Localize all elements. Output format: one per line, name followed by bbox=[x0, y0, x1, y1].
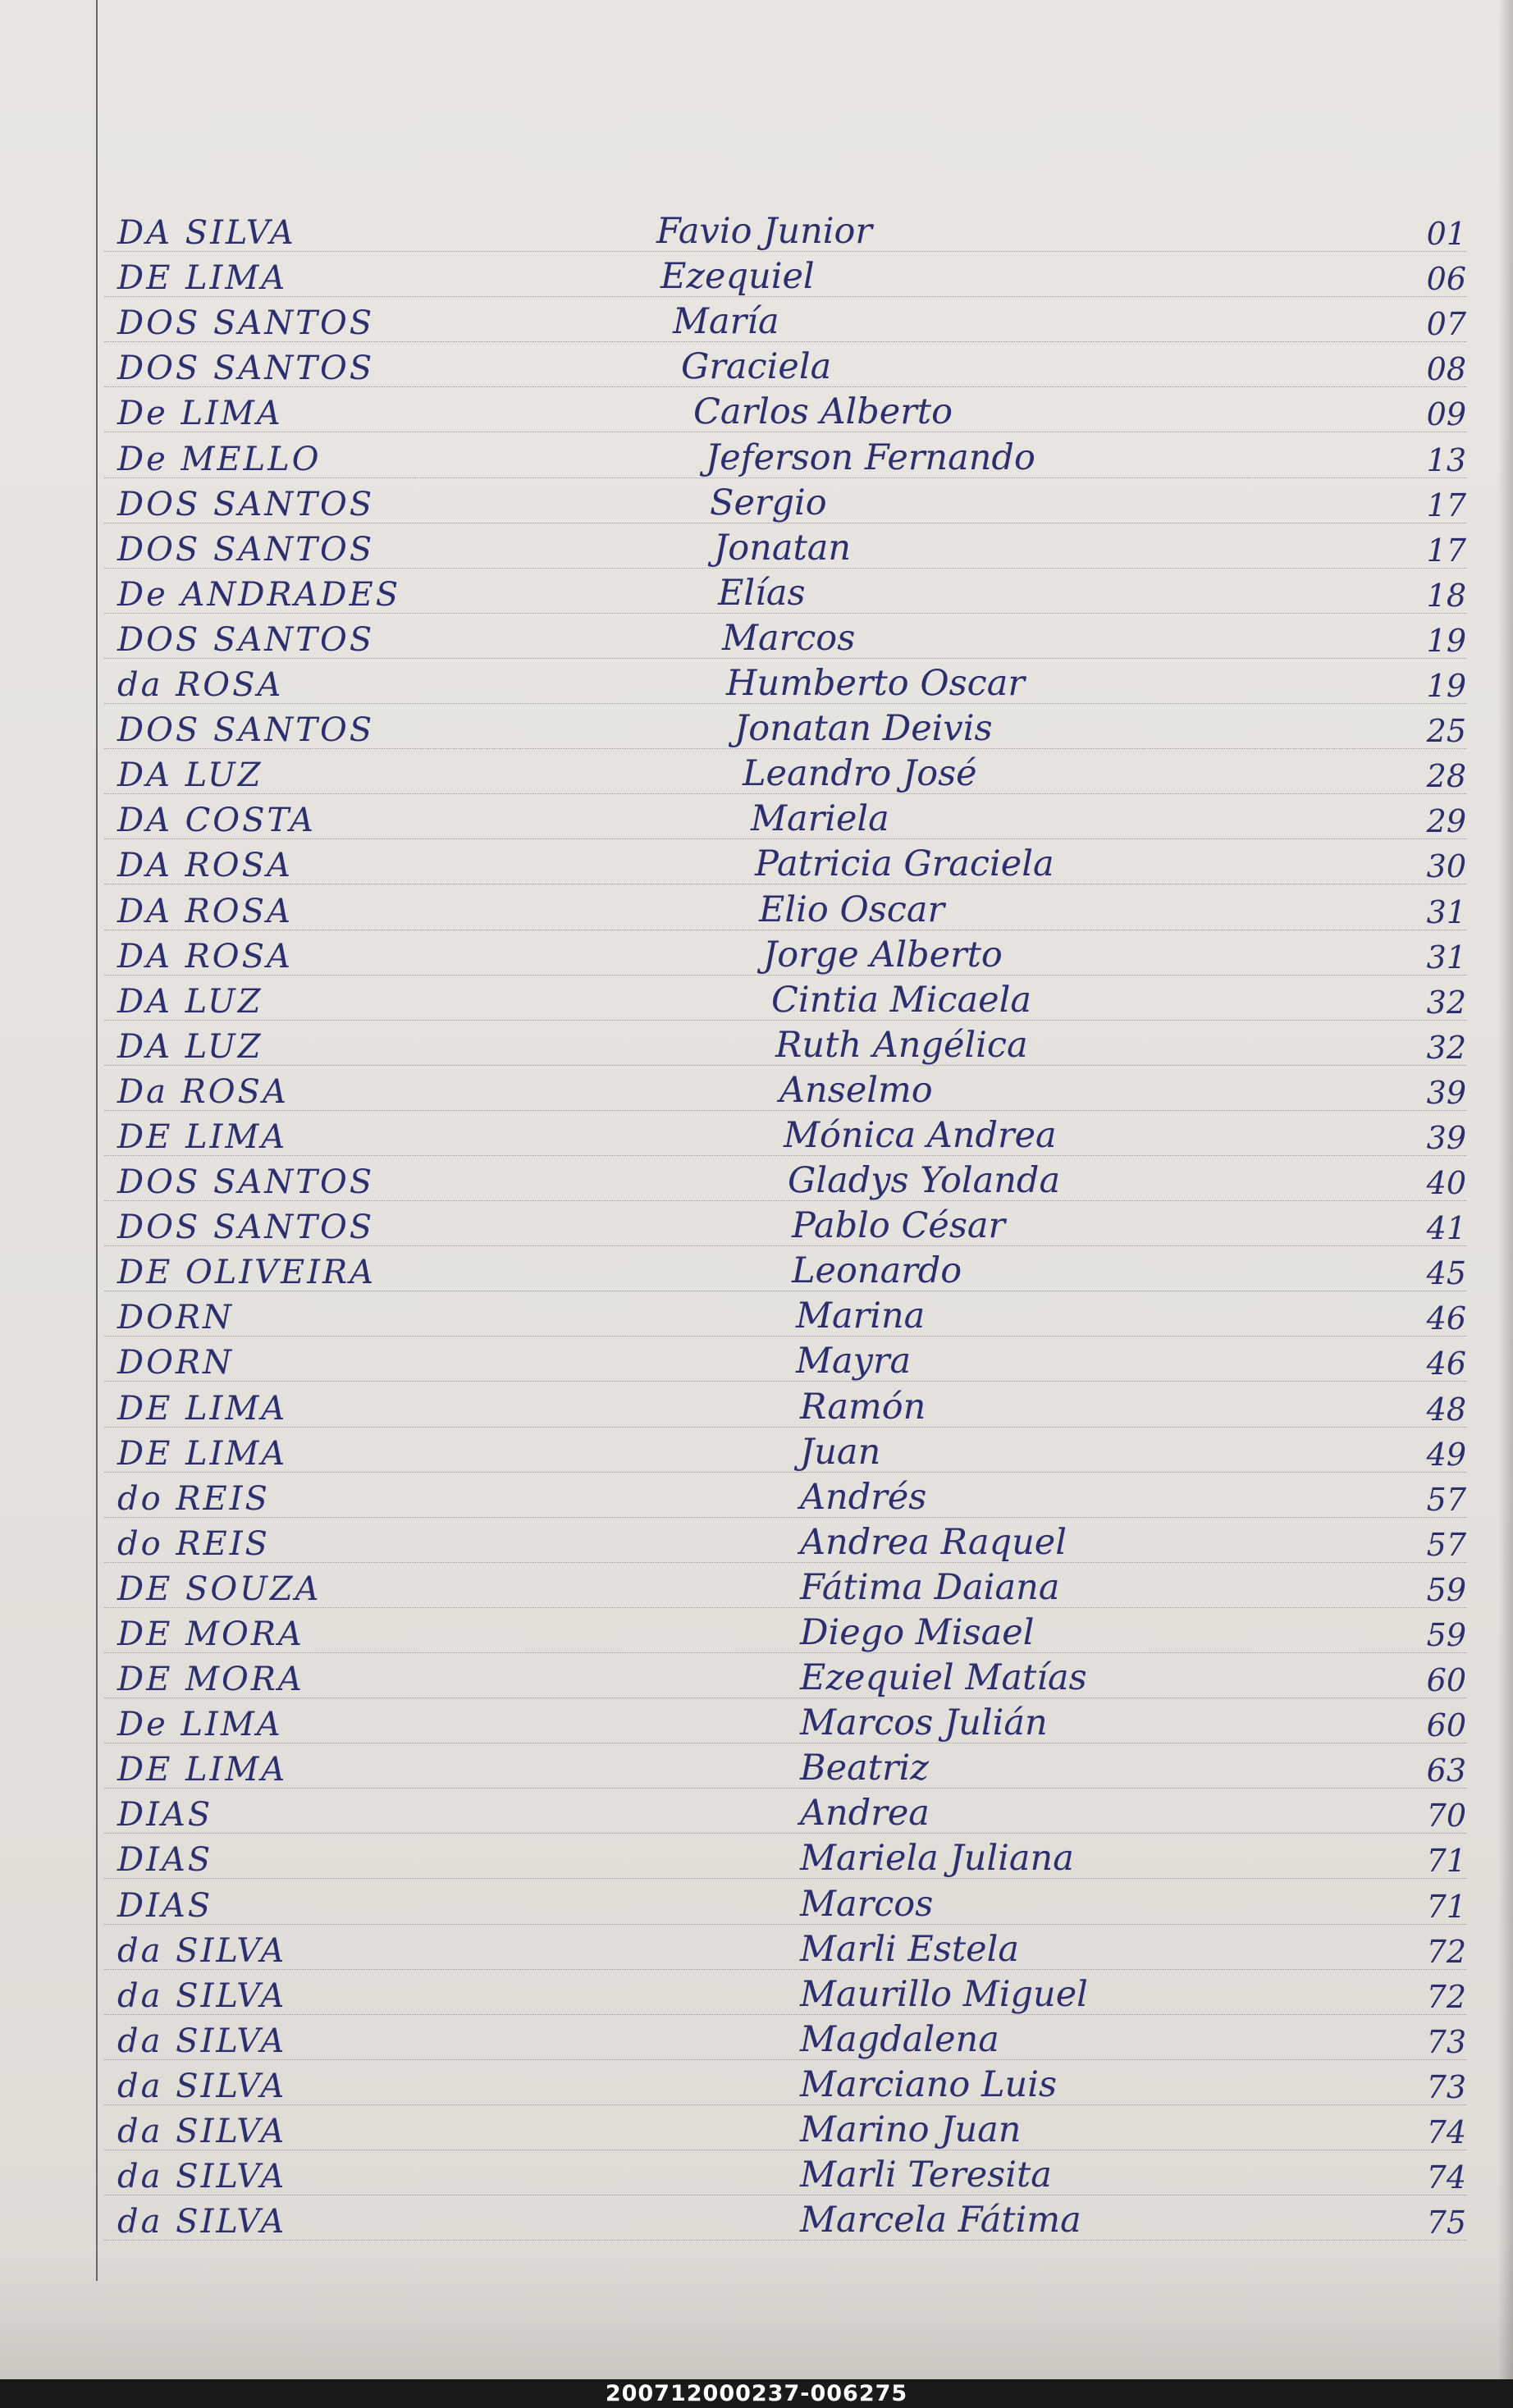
surname: DOS SANTOS bbox=[117, 304, 375, 343]
entry-number: 48 bbox=[1426, 1391, 1466, 1428]
entry-row bbox=[104, 1066, 1466, 1111]
entry-number: 57 bbox=[1426, 1481, 1466, 1518]
entry-number: 31 bbox=[1426, 893, 1466, 930]
entry-number: 41 bbox=[1426, 1210, 1466, 1247]
given-name: Marcos bbox=[722, 617, 856, 659]
entry-number: 32 bbox=[1426, 984, 1466, 1021]
entry-row bbox=[104, 1473, 1466, 1518]
entry-number: 70 bbox=[1426, 1798, 1466, 1835]
entry-number: 32 bbox=[1426, 1029, 1466, 1066]
surname: da SILVA bbox=[117, 2113, 287, 2151]
entry-number: 73 bbox=[1426, 2068, 1466, 2105]
entry-number: 71 bbox=[1426, 1843, 1466, 1880]
entry-number: 17 bbox=[1426, 487, 1466, 523]
surname: DE MORA bbox=[117, 1615, 304, 1653]
margin-rule bbox=[96, 0, 98, 2281]
entry-row bbox=[104, 976, 1466, 1021]
entry-row bbox=[104, 1698, 1466, 1743]
entry-row bbox=[104, 1970, 1466, 2015]
given-name: Mariela Juliana bbox=[800, 1838, 1074, 1880]
surname: DA ROSA bbox=[117, 847, 293, 885]
given-name: Elías bbox=[718, 572, 806, 614]
entry-row bbox=[104, 1382, 1466, 1427]
given-name: Leonardo bbox=[792, 1250, 962, 1292]
entry-row bbox=[104, 478, 1466, 523]
given-name: Marino Juan bbox=[800, 2109, 1022, 2151]
entry-number: 49 bbox=[1426, 1436, 1466, 1473]
given-name: Leandro José bbox=[743, 753, 977, 795]
entry-row bbox=[104, 1021, 1466, 1066]
entry-number: 39 bbox=[1426, 1119, 1466, 1156]
entry-row bbox=[104, 1789, 1466, 1834]
entry-row bbox=[104, 704, 1466, 749]
entry-row bbox=[104, 1337, 1466, 1382]
given-name: Mariela bbox=[751, 798, 889, 840]
surname: DE SOUZA bbox=[117, 1570, 322, 1608]
given-name: Mayra bbox=[796, 1341, 912, 1382]
entry-number: 57 bbox=[1426, 1526, 1466, 1563]
entry-row bbox=[104, 387, 1466, 432]
surname: DA SILVA bbox=[117, 214, 296, 253]
given-name: Fátima Daiana bbox=[800, 1566, 1060, 1608]
surname: DOS SANTOS bbox=[117, 530, 375, 569]
entry-row bbox=[104, 2150, 1466, 2196]
surname: DOS SANTOS bbox=[117, 620, 375, 659]
surname: Da ROSA bbox=[117, 1072, 289, 1111]
entry-number: 71 bbox=[1426, 1888, 1466, 1925]
archive-id-bar bbox=[0, 2379, 1513, 2408]
surname: DIAS bbox=[117, 1886, 213, 1925]
given-name: Marli Estela bbox=[800, 1928, 1019, 1970]
surname: De MELLO bbox=[117, 440, 322, 478]
entry-row bbox=[104, 342, 1466, 387]
entry-number: 06 bbox=[1426, 261, 1466, 298]
surname: da SILVA bbox=[117, 2158, 287, 2196]
given-name: Magdalena bbox=[800, 2018, 999, 2060]
given-name: Ruth Angélica bbox=[775, 1024, 1028, 1066]
surname: DE OLIVEIRA bbox=[117, 1254, 377, 1292]
entry-row bbox=[104, 659, 1466, 704]
surname: DOS SANTOS bbox=[117, 350, 375, 388]
entry-number: 72 bbox=[1426, 1978, 1466, 2015]
entry-row bbox=[104, 1201, 1466, 1246]
surname: DA ROSA bbox=[117, 937, 293, 976]
entry-row bbox=[104, 523, 1466, 569]
surname: da ROSA bbox=[117, 666, 284, 705]
entry-number: 25 bbox=[1426, 713, 1466, 750]
surname: De LIMA bbox=[117, 395, 283, 433]
given-name: Marciano Luis bbox=[800, 2063, 1058, 2105]
entry-number: 13 bbox=[1426, 441, 1466, 478]
surname: DOS SANTOS bbox=[117, 711, 375, 750]
entry-row bbox=[104, 1156, 1466, 1201]
surname: da SILVA bbox=[117, 1931, 287, 1970]
given-name: Ramón bbox=[800, 1386, 926, 1428]
given-name: Mónica Andrea bbox=[784, 1114, 1057, 1156]
given-name: Diego Misael bbox=[800, 1612, 1035, 1653]
entry-number: 39 bbox=[1426, 1074, 1466, 1111]
surname: DA LUZ bbox=[117, 982, 263, 1021]
given-name: Jonatan Deivis bbox=[734, 708, 993, 750]
entry-number: 30 bbox=[1426, 848, 1466, 885]
entry-row bbox=[104, 749, 1466, 794]
given-name: Andrés bbox=[800, 1476, 927, 1518]
entry-list bbox=[104, 207, 1466, 2241]
given-name: Humberto Oscar bbox=[726, 663, 1025, 705]
given-name: Marcela Fátima bbox=[800, 2200, 1081, 2241]
entry-row bbox=[104, 614, 1466, 659]
given-name: Patricia Graciela bbox=[755, 843, 1054, 885]
entry-row bbox=[104, 1428, 1466, 1473]
given-name: Ezequiel bbox=[661, 256, 815, 298]
entry-number: 63 bbox=[1426, 1752, 1466, 1789]
entry-number: 74 bbox=[1426, 2159, 1466, 2196]
surname: DOS SANTOS bbox=[117, 485, 375, 523]
entry-number: 46 bbox=[1426, 1300, 1466, 1337]
given-name: Andrea Raquel bbox=[800, 1521, 1067, 1563]
given-name: Juan bbox=[800, 1431, 881, 1473]
entry-row bbox=[104, 1834, 1466, 1879]
entry-number: 45 bbox=[1426, 1255, 1466, 1292]
surname: DOS SANTOS bbox=[117, 1163, 375, 1202]
entry-row bbox=[104, 1743, 1466, 1789]
surname: DA LUZ bbox=[117, 756, 263, 795]
surname: DA COSTA bbox=[117, 802, 316, 840]
page-bottom-shadow bbox=[0, 2248, 1513, 2379]
given-name: Marcos bbox=[800, 1883, 934, 1925]
page-edge-shadow bbox=[1498, 0, 1513, 2379]
entry-number: 01 bbox=[1426, 216, 1466, 253]
entry-number: 17 bbox=[1426, 532, 1466, 569]
entry-number: 75 bbox=[1426, 2205, 1466, 2241]
given-name: Jorge Alberto bbox=[763, 934, 1003, 976]
given-name: Marina bbox=[796, 1295, 926, 1337]
given-name: Marli Teresita bbox=[800, 2154, 1052, 2196]
given-name: Elio Oscar bbox=[759, 889, 945, 930]
entry-number: 72 bbox=[1426, 1933, 1466, 1970]
surname: DE LIMA bbox=[117, 1389, 288, 1428]
entry-number: 19 bbox=[1426, 668, 1466, 705]
surname: DE LIMA bbox=[117, 259, 288, 298]
entry-number: 46 bbox=[1426, 1346, 1466, 1382]
entry-number: 31 bbox=[1426, 939, 1466, 976]
surname: da SILVA bbox=[117, 1976, 287, 2015]
entry-row bbox=[104, 794, 1466, 839]
entry-row bbox=[104, 2196, 1466, 2241]
entry-row bbox=[104, 1291, 1466, 1337]
entry-number: 59 bbox=[1426, 1617, 1466, 1653]
given-name: Maurillo Miguel bbox=[800, 1973, 1088, 2015]
given-name: Marcos Julián bbox=[800, 1702, 1048, 1744]
entry-number: 40 bbox=[1426, 1165, 1466, 1202]
surname: DE LIMA bbox=[117, 1751, 288, 1789]
given-name: Jonatan bbox=[714, 527, 852, 569]
entry-row bbox=[104, 432, 1466, 477]
surname: da SILVA bbox=[117, 2022, 287, 2060]
surname: do REIS bbox=[117, 1479, 270, 1518]
given-name: Beatriz bbox=[800, 1748, 929, 1789]
given-name: Jeferson Fernando bbox=[706, 436, 1035, 478]
given-name: Graciela bbox=[681, 346, 832, 388]
entry-number: 73 bbox=[1426, 2023, 1466, 2060]
entry-row bbox=[104, 2060, 1466, 2105]
entry-row bbox=[104, 1246, 1466, 1291]
surname: DOS SANTOS bbox=[117, 1209, 375, 1247]
entry-number: 07 bbox=[1426, 306, 1466, 343]
entry-number: 18 bbox=[1426, 577, 1466, 614]
surname: DIAS bbox=[117, 1796, 213, 1835]
entry-number: 19 bbox=[1426, 622, 1466, 659]
entry-number: 74 bbox=[1426, 2114, 1466, 2151]
entry-row bbox=[104, 252, 1466, 297]
entry-row bbox=[104, 884, 1466, 930]
given-name: Anselmo bbox=[779, 1069, 933, 1111]
given-name: Andrea bbox=[800, 1793, 930, 1835]
entry-number: 59 bbox=[1426, 1571, 1466, 1608]
entry-row bbox=[104, 1563, 1466, 1608]
given-name: Carlos Alberto bbox=[693, 391, 953, 433]
entry-row bbox=[104, 1879, 1466, 1924]
entry-row bbox=[104, 930, 1466, 976]
archive-id: 200712000237-006275 bbox=[605, 2381, 908, 2406]
entry-number: 60 bbox=[1426, 1707, 1466, 1744]
surname: DA LUZ bbox=[117, 1027, 263, 1066]
surname: DIAS bbox=[117, 1841, 213, 1880]
given-name: Gladys Yolanda bbox=[788, 1160, 1061, 1202]
surname: DA ROSA bbox=[117, 892, 293, 930]
entry-row bbox=[104, 207, 1466, 252]
given-name: María bbox=[673, 301, 779, 343]
entry-row bbox=[104, 2015, 1466, 2060]
entry-row bbox=[104, 2105, 1466, 2150]
surname: da SILVA bbox=[117, 2203, 287, 2241]
entry-row bbox=[104, 839, 1466, 884]
given-name: Sergio bbox=[710, 482, 827, 523]
entry-row bbox=[104, 1925, 1466, 1970]
entry-number: 60 bbox=[1426, 1662, 1466, 1699]
surname: DE LIMA bbox=[117, 1117, 288, 1156]
surname: do REIS bbox=[117, 1524, 270, 1563]
surname: De LIMA bbox=[117, 1706, 283, 1744]
surname: DORN bbox=[117, 1299, 234, 1337]
surname: DE MORA bbox=[117, 1661, 304, 1699]
entry-row bbox=[104, 297, 1466, 342]
entry-number: 09 bbox=[1426, 396, 1466, 433]
entry-row bbox=[104, 1653, 1466, 1698]
entry-row bbox=[104, 1518, 1466, 1563]
surname: DE LIMA bbox=[117, 1434, 288, 1473]
given-name: Favio Junior bbox=[656, 211, 872, 253]
entry-number: 08 bbox=[1426, 351, 1466, 388]
given-name: Cintia Micaela bbox=[771, 979, 1032, 1021]
entry-row bbox=[104, 569, 1466, 614]
surname: da SILVA bbox=[117, 2067, 287, 2105]
entry-row bbox=[104, 1608, 1466, 1653]
given-name: Pablo César bbox=[792, 1205, 1006, 1247]
entry-number: 28 bbox=[1426, 758, 1466, 795]
given-name: Ezequiel Matías bbox=[800, 1657, 1087, 1699]
entry-row bbox=[104, 1111, 1466, 1156]
entry-number: 29 bbox=[1426, 803, 1466, 840]
surname: DORN bbox=[117, 1344, 234, 1382]
surname: De ANDRADES bbox=[117, 575, 401, 614]
